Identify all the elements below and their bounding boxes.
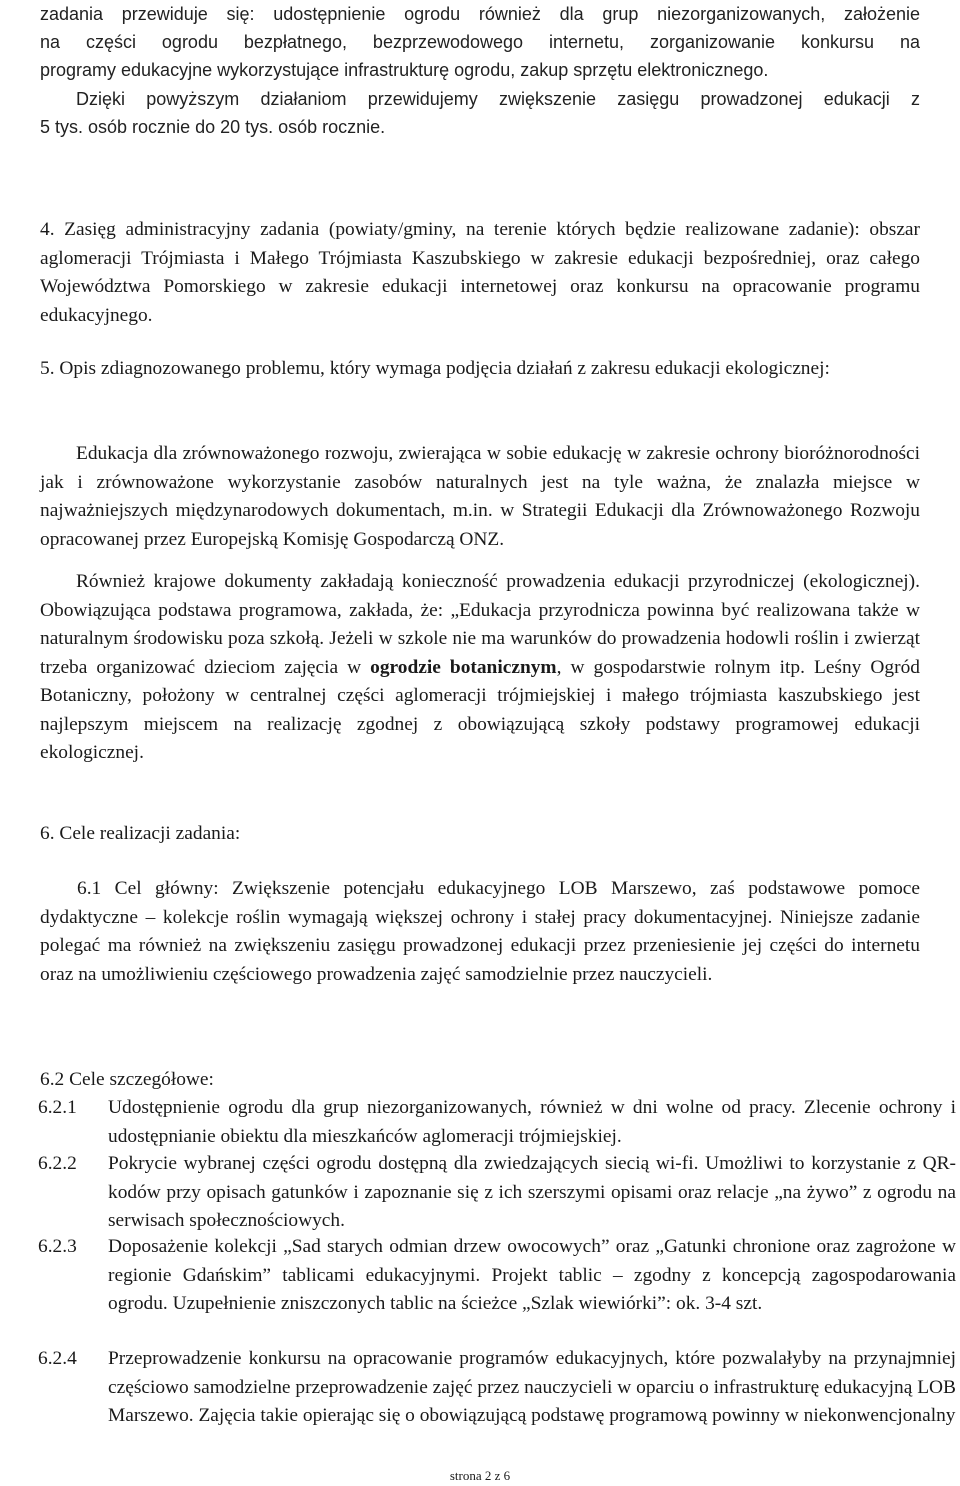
item-text: Doposażenie kolekcji „Sad starych odmian drzew owocowych” oraz „Gatunki chronione oraz zagrożone w regionie Gdańskim” tablicami edukacyjnymi. Projekt tablic – zgodny z koncepcją zagospodarowania ogrodu. Uzupełnienie zniszczonych tablic na ścieżce „Szlak wiewiórki”: ok. 3-4 szt. xyxy=(108,1236,956,1314)
intro-line: Dzięki powyższym działaniom przewidujemy zwiększenie zasięgu prowadzonej edukacji z xyxy=(76,89,920,109)
paragraph-text: Również krajowe dokumenty zakładają konieczność prowadzenia edukacji przyrodniczej (ekologicznej). Obowiązująca podstawa programowa, zakłada, że: „Edukacja przyrodnicza powinna być realizowana także w naturalnym środowisku poza szkołą. Jeżeli w szkole nie ma warunków do prowadzenia hodowli roślin i zwierząt trzeba organizować dzieciom zajęcia w xyxy=(40,571,920,678)
item-text: Przeprowadzenie konkursu na opracowanie programów edukacyjnych, które pozwalałyby na przynajmniej częściowo samodzielne przeprowadzenie zajęć przez nauczycieli w oparciu o infrastrukturę edukacyjną LOB Marszewo. Zajęcia takie opierając się o obowiązującą podstawę programową powinny w niekonwencjonalny xyxy=(108,1348,956,1426)
section-5-heading: 5. Opis zdiagnozowanego problemu, który wymaga podjęcia działań z zakresu edukacji ekologicznej: xyxy=(40,358,830,379)
intro-line: zadania przewiduje się: udostępnienie ogrodu również dla grup niezorganizowanych, założenie xyxy=(40,4,920,24)
section-6-heading: 6. Cele realizacji zadania: xyxy=(40,823,241,844)
item-text: Udostępnienie ogrodu dla grup niezorganizowanych, również w dni wolne od pracy. Zlecenie ochrony i udostępnianie obiektu dla mieszkańców aglomeracji trójmiejskiej. xyxy=(108,1097,956,1147)
item-number: 6.2.4 xyxy=(38,1348,77,1369)
page-number-footer: strona 2 z 6 xyxy=(449,1468,511,1483)
paragraph-text: , w gospodarstwie rolnym itp. Leśny Ogród Botaniczny, położony w centralnej części aglomeracji trójmiejskiej i małego trójmiasta kaszubskiego jest najlepszym miejscem na realizację zgodnej z obowiązującą szkoły podstawy programowej edukacji ekologicznej. xyxy=(40,656,920,763)
intro-line: programy edukacyjne wykorzystujące infrastrukturę ogrodu, zakup sprzętu elektronicznego. xyxy=(40,60,769,80)
section-4-paragraph: 4. Zasięg administracyjny zadania (powiaty/gminy, na terenie których będzie realizowane zadanie): obszar aglomeracji Trójmiasta i Małego Trójmiasta Kaszubskiego w zakresie edukacji bezpośredniej, oraz całego Województwa Pomorskiego w zakresie edukacji internetowej oraz konkursu na opracowanie programu edukacyjnego. xyxy=(40,219,920,326)
section-5-paragraph-1: Edukacja dla zrównoważonego rozwoju, zwierająca w sobie edukację w zakresie ochrony bioróżnorodności jak i zrównoważone wykorzystanie zasobów naturalnych jest na tyle ważna, że znalazła miejsce w najważniejszych międzynarodowych dokumentach, m.in. w Strategii Edukacji dla Zrównoważonego Rozwoju opracowanej przez Europejską Komisję Gospodarczą ONZ. xyxy=(40,443,920,550)
bold-phrase: ogrodzie botanicznym xyxy=(370,656,557,678)
item-text: Pokrycie wybranej części ogrodu dostępną dla zwiedzających siecią wi-fi. Umożliwi to korzystanie z QR-kodów przy opisach gatunków i zapoznanie się z ich szerszymi opisami oraz relacje „na żywo” z ogrodu na serwisach społecznościowych. xyxy=(108,1153,956,1231)
specific-goals-heading: 6.2 Cele szczegółowe: xyxy=(40,1069,214,1090)
item-number: 6.2.2 xyxy=(38,1153,77,1174)
item-number: 6.2.3 xyxy=(38,1236,77,1257)
main-goal-paragraph: 6.1 Cel główny: Zwiększenie potencjału edukacyjnego LOB Marszewo, zaś podstawowe pomoce dydaktyczne – kolekcje roślin wymagają większej ochrony i stałej pracy dokumentacyjnej. Niniejsze zadanie polegać ma również na zwiększeniu zasięgu prowadzonej edukacji przez przeniesienie jej części do internetu oraz na umożliwieniu częściowego prowadzenia zajęć samodzielnie przez nauczycieli. xyxy=(40,878,920,985)
section-5-paragraph-2 xyxy=(40,568,920,768)
item-number: 6.2.1 xyxy=(38,1097,77,1118)
intro-line: na części ogrodu bezpłatnego, bezprzewodowego internetu, zorganizowanie konkursu na xyxy=(40,32,920,52)
intro-line: 5 tys. osób rocznie do 20 tys. osób rocznie. xyxy=(40,117,386,137)
